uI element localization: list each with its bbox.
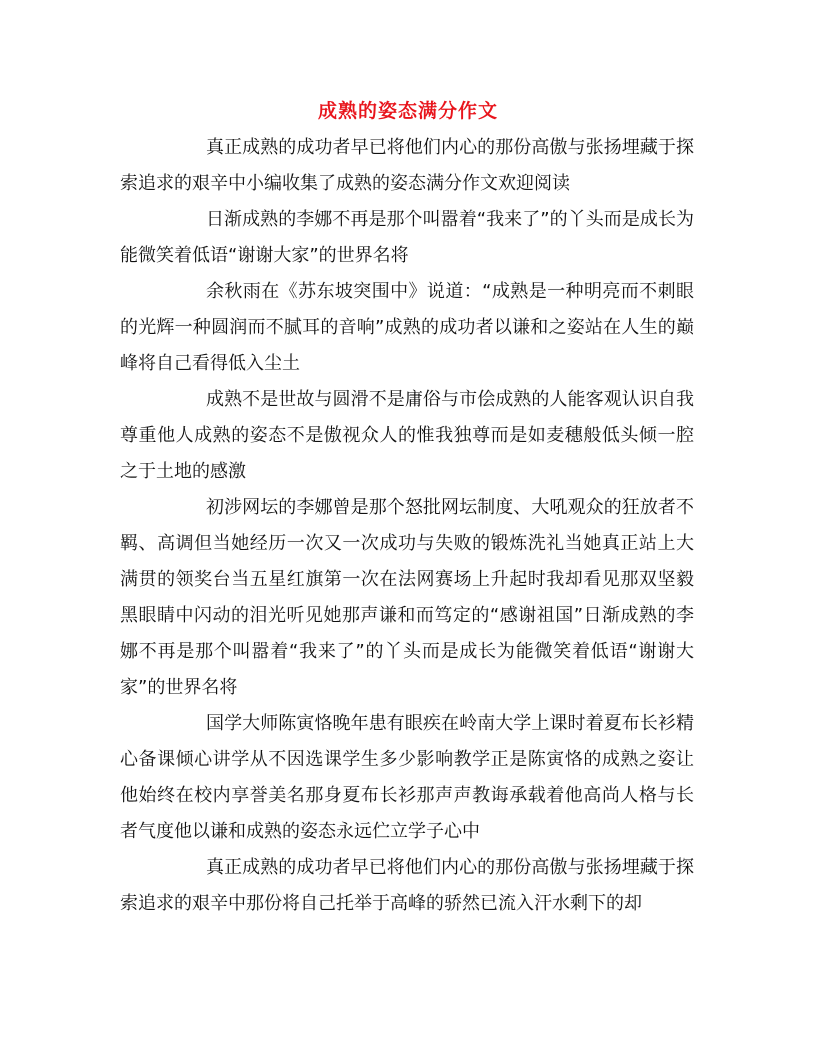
- document-body: [120, 130, 694, 922]
- paragraph: 真正成熟的成功者早已将他们内心的那份高傲与张扬埋藏于探索追求的艰辛中那份将自己托举于高峰的骄然已流入汗水剩下的却: [120, 857, 694, 914]
- paragraph: 真正成熟的成功者早已将他们内心的那份高傲与张扬埋藏于探索追求的艰辛中小编收集了成熟的姿态满分作文欢迎阅读: [120, 137, 694, 194]
- paragraph: 日渐成熟的李娜不再是那个叫嚣着“我来了”的丫头而是成长为能微笑着低语“谢谢大家”的世界名将: [120, 209, 694, 266]
- paragraph: 初涉网坛的李娜曾是那个怒批网坛制度、大吼观众的狂放者不羁、高调但当她经历一次又一次成功与失败的锻炼洗礼当她真正站上大满贯的领奖台当五星红旗第一次在法网赛场上升起时我却看见那双坚毅黑眼睛中闪动的泪光听见她那声谦和而笃定的“感谢祖国”日渐成熟的李娜不再是那个叫嚣着“我来了”的丫头而是成长为能微笑着低语“谢谢大家”的世界名将: [120, 497, 694, 698]
- paragraph: 余秋雨在《苏东坡突围中》说道：“成熟是一种明亮而不刺眼的光辉一种圆润而不腻耳的音响”成熟的成功者以谦和之姿站在人生的巅峰将自己看得低入尘土: [120, 281, 694, 374]
- document-title: 成熟的姿态满分作文: [317, 100, 498, 122]
- paragraph: 国学大师陈寅恪晚年患有眼疾在岭南大学上课时着夏布长衫精心备课倾心讲学从不因选课学生多少影响教学正是陈寅恪的成熟之姿让他始终在校内享誉美名那身夏布长衫那声声教诲承载着他高尚人格与长者气度他以谦和成熟的姿态永远伫立学子心中: [120, 713, 694, 842]
- paragraph: 成熟不是世故与圆滑不是庸俗与市侩成熟的人能客观认识自我尊重他人成熟的姿态不是傲视众人的惟我独尊而是如麦穗般低头倾一腔之于土地的感激: [120, 389, 694, 482]
